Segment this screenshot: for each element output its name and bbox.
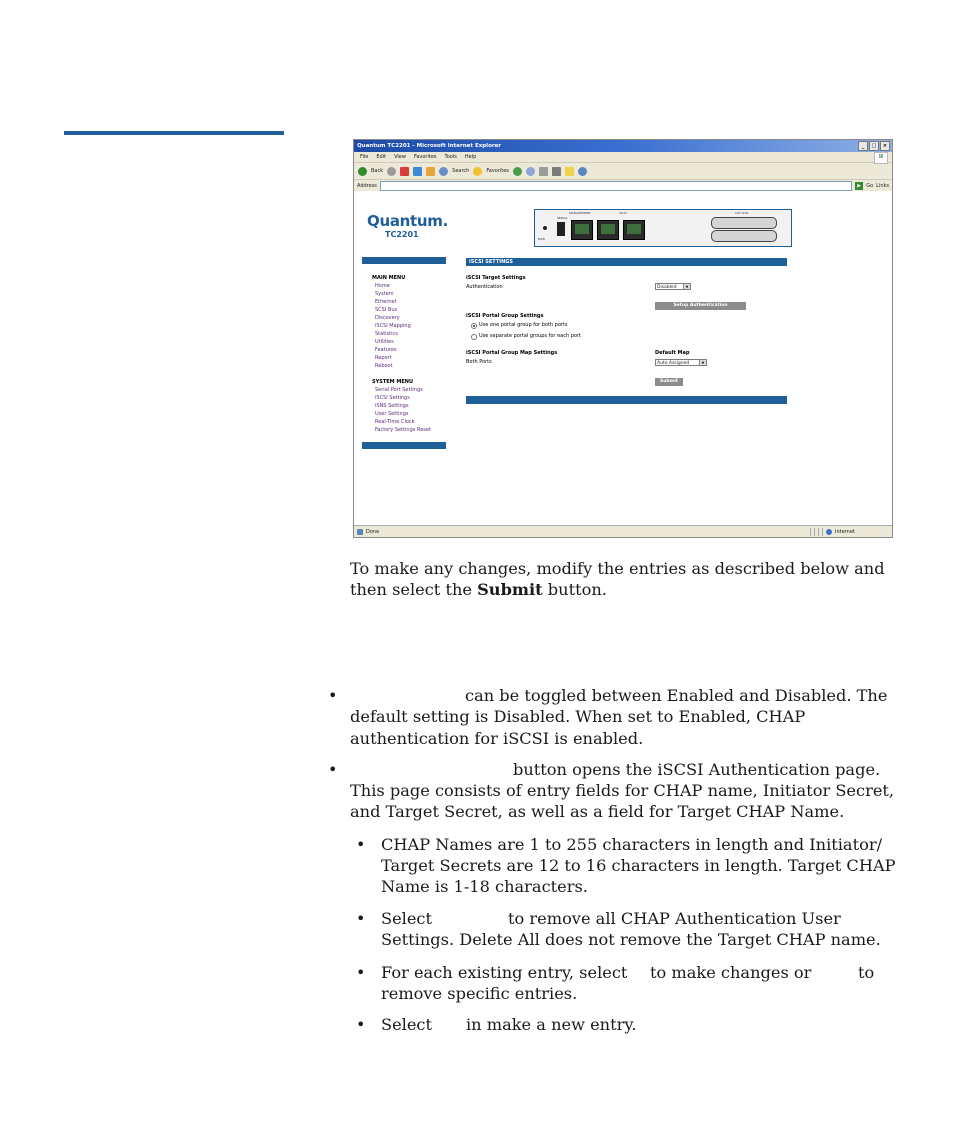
favorites-button[interactable]: Favorites — [486, 168, 509, 174]
sub-bullet-2-line-1: to remove all CHAP Authentication User — [508, 909, 841, 928]
menu-file[interactable]: File — [360, 154, 369, 160]
portal-option-2-radio[interactable] — [471, 334, 477, 340]
browser-menubar — [354, 152, 892, 163]
status-divider — [818, 528, 819, 536]
chevron-down-icon: ▼ — [683, 284, 690, 289]
sub-bullet-3-part-a: For each existing entry, select — [381, 963, 628, 982]
default-map-label: Default Map — [655, 350, 690, 356]
status-text: Done — [366, 528, 380, 535]
sub-bullet-1-line-2: Target Secrets are 12 to 16 characters in length. Target CHAP — [381, 856, 896, 875]
stop-icon[interactable] — [400, 167, 409, 176]
default-map-select[interactable] — [655, 359, 707, 366]
system-menu-title: SYSTEM MENU — [372, 379, 414, 385]
status-divider — [810, 528, 811, 536]
address-input[interactable] — [380, 181, 852, 191]
system-menu-factory-reset[interactable]: Factory Settings Reset — [375, 427, 431, 433]
folder-icon[interactable] — [565, 167, 574, 176]
print-icon[interactable] — [539, 167, 548, 176]
sub-bullet: • — [356, 835, 366, 854]
main-menu-scsi-bus[interactable]: SCSI Bus — [375, 307, 398, 313]
maximize-icon[interactable]: □ — [869, 141, 879, 151]
main-menu-report[interactable]: Report — [375, 355, 392, 361]
main-menu-features[interactable]: Features — [375, 347, 397, 353]
bullet: • — [328, 686, 338, 705]
intro-line-2 — [350, 579, 607, 600]
links-button[interactable]: Links — [876, 183, 889, 189]
portal-option-2-label: Use separate portal groups for each port — [479, 333, 581, 339]
page-icon — [357, 529, 363, 535]
panel-mgmt-label: MANAGEMENT — [569, 211, 591, 215]
header-rule — [64, 131, 284, 135]
model-name: TC2201 — [385, 230, 419, 239]
map-settings-title: iSCSI Portal Group Map Settings — [466, 350, 558, 356]
main-menu-statistics[interactable]: Statistics — [375, 331, 398, 337]
windows-logo-icon: ⊞ — [874, 152, 888, 164]
system-menu-isns-settings[interactable]: iSNS Settings — [375, 403, 409, 409]
main-menu-utilities[interactable]: Utilities — [375, 339, 394, 345]
sidebar-bottom-bar — [362, 442, 446, 449]
home-icon[interactable] — [426, 167, 435, 176]
sub-bullet: • — [356, 963, 366, 982]
content-bottom-bar — [466, 396, 787, 404]
scsi-port-1-icon — [711, 230, 777, 242]
mail-icon[interactable] — [526, 167, 535, 176]
go-button[interactable]: Go — [866, 183, 874, 189]
sub-bullet-2-line-2: Settings. Delete All does not remove the Target CHAP name. — [381, 930, 881, 949]
default-map-value: Auto Assigned — [657, 361, 690, 366]
target-settings-title: iSCSI Target Settings — [466, 275, 526, 281]
browser-statusbar — [354, 525, 893, 537]
menu-favorites[interactable]: Favorites — [413, 154, 437, 160]
portal-option-1-label: Use one portal group for both ports — [479, 322, 568, 328]
menu-view[interactable]: View — [394, 154, 406, 160]
browser-toolbar — [354, 163, 892, 180]
bullet: • — [328, 760, 338, 779]
submit-button[interactable]: Submit — [655, 378, 683, 386]
sub-bullet-4-select: Select — [381, 1015, 432, 1034]
bullet-2-line-2: This page consists of entry fields for CHAP name, Initiator Secret, — [350, 781, 895, 800]
scsi-port-0-icon — [711, 217, 777, 229]
browser-screenshot — [353, 139, 893, 538]
bullet-2-line-3: and Target Secret, as well as a field for Target CHAP Name. — [350, 802, 845, 821]
iscsi-port-2-icon — [623, 220, 645, 240]
main-menu-ethernet[interactable]: Ethernet — [375, 299, 397, 305]
bullet-1-line-1: can be toggled between Enabled and Disabled. The — [465, 686, 888, 705]
system-menu-real-time-clock[interactable]: Real-Time Clock — [375, 419, 415, 425]
panel-serial-label: SERIAL — [557, 216, 568, 220]
panel-pwr-label: PWR — [538, 237, 545, 241]
intro-line-1: To make any changes, modify the entries as described below and — [350, 559, 885, 578]
management-port-icon — [571, 220, 593, 240]
bullet-1-line-3: authentication for iSCSI is enabled. — [350, 729, 644, 748]
setup-authentication-button[interactable]: Setup Authentication — [655, 302, 746, 310]
sub-bullet-3-part-b: to make changes or — [650, 963, 812, 982]
authentication-select[interactable] — [655, 283, 691, 290]
search-icon[interactable] — [439, 167, 448, 176]
menu-tools[interactable]: Tools — [444, 154, 457, 160]
main-menu-system[interactable]: System — [375, 291, 394, 297]
sub-bullet: • — [356, 909, 366, 928]
status-divider — [814, 528, 815, 536]
sub-bullet-2-select: Select — [381, 909, 432, 928]
main-menu-title: MAIN MENU — [372, 275, 406, 281]
panel-scsi-label: LVD SCSI — [735, 211, 749, 215]
panel-iscsi-label: iSCSI — [619, 211, 627, 215]
go-icon[interactable]: ▶ — [855, 182, 863, 190]
sub-bullet-3-part-c: to — [858, 963, 875, 982]
bullet-1-line-2: default setting is Disabled. When set to Enabled, CHAP — [350, 707, 806, 726]
sub-bullet-4-line-1: in make a new entry. — [466, 1015, 637, 1034]
address-label: Address — [357, 183, 377, 189]
submit-term: Submit — [477, 580, 543, 599]
sub-bullet: • — [356, 1015, 366, 1034]
browser-title: Quantum TC2201 - Microsoft Internet Explorer — [357, 143, 501, 149]
back-button[interactable]: Back — [371, 168, 384, 174]
system-menu-iscsi-settings[interactable]: iSCSI Settings — [375, 395, 410, 401]
system-menu-user-settings[interactable]: User Settings — [375, 411, 409, 417]
refresh-icon[interactable] — [413, 167, 422, 176]
portal-group-title: iSCSI Portal Group Settings — [466, 313, 544, 319]
iscsi-settings-header: iSCSI SETTINGS — [466, 258, 787, 266]
portal-option-1-radio[interactable] — [471, 323, 477, 329]
browser-titlebar — [354, 140, 892, 152]
main-menu-reboot[interactable]: Reboot — [375, 363, 393, 369]
intro-post: button. — [542, 580, 607, 599]
search-button[interactable]: Search — [452, 168, 470, 174]
close-icon[interactable]: × — [880, 141, 890, 151]
internet-zone-icon — [826, 529, 832, 535]
main-menu-discovery[interactable]: Discovery — [375, 315, 400, 321]
authentication-label: Authentication — [466, 284, 503, 290]
favorites-icon[interactable] — [473, 167, 482, 176]
main-menu-iscsi-mapping[interactable]: iSCSI Mapping — [375, 323, 411, 329]
messenger-icon[interactable] — [578, 167, 587, 176]
back-icon[interactable] — [358, 167, 367, 176]
sub-bullet-1-line-3: Name is 1-18 characters. — [381, 877, 588, 896]
device-front-panel — [534, 209, 792, 247]
menu-help[interactable]: Help — [464, 154, 477, 160]
status-divider — [822, 528, 823, 536]
authentication-value: Disabled — [657, 285, 677, 290]
bullet-2-line-1: button opens the iSCSI Authentication page. — [513, 760, 881, 779]
forward-icon[interactable] — [387, 167, 396, 176]
sidebar-top-bar — [362, 257, 446, 264]
status-zone: Internet — [835, 528, 855, 535]
chevron-down-icon: ▼ — [699, 360, 706, 365]
power-led-icon — [543, 226, 547, 230]
web-page — [354, 191, 892, 525]
minimize-icon[interactable]: _ — [858, 141, 868, 151]
edit-icon[interactable] — [552, 167, 561, 176]
main-menu-home[interactable]: Home — [375, 283, 390, 289]
intro-pre: then select the — [350, 580, 478, 599]
sub-bullet-1-line-1: CHAP Names are 1 to 255 characters in length and Initiator/ — [381, 835, 883, 854]
serial-port-icon — [557, 222, 565, 236]
menu-edit[interactable]: Edit — [376, 154, 387, 160]
quantum-logo: Quantum. — [367, 212, 449, 230]
iscsi-port-1-icon — [597, 220, 619, 240]
both-ports-label: Both Ports — [466, 359, 492, 365]
system-menu-serial-port[interactable]: Serial Port Settings — [375, 387, 423, 393]
history-icon[interactable] — [513, 167, 522, 176]
sub-bullet-3-line-2: remove specific entries. — [381, 984, 578, 1003]
